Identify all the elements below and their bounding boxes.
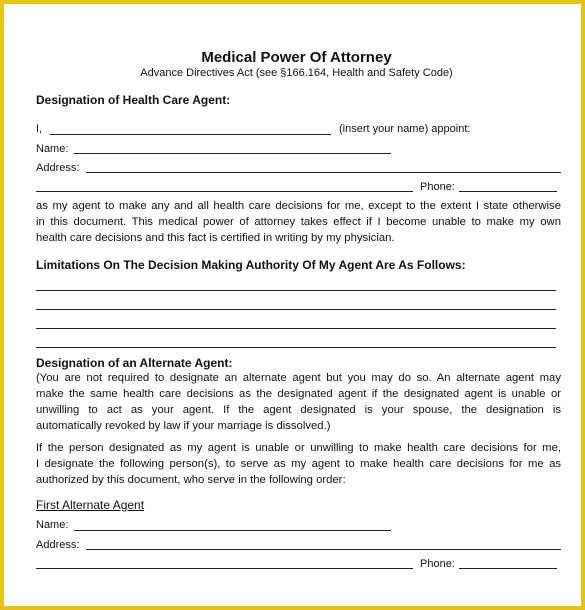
alternate-address-field-line2[interactable] (36, 568, 413, 569)
i-label: I, (36, 123, 43, 135)
insert-name-label: (insert your name) appoint: (339, 123, 471, 135)
paragraph-line: unwilling to act as your agent. If the agent designated is your spouse, the designation is (36, 404, 561, 416)
agent-paragraph (36, 198, 561, 246)
agent-address-label: Address: (36, 162, 80, 174)
section-heading-alternate: Designation of an Alternate Agent: (36, 356, 233, 370)
alternate-name-label: Name: (36, 519, 69, 531)
alternate-order-paragraph (36, 440, 561, 488)
limitations-field-line-1[interactable] (36, 290, 556, 291)
agent-address-field[interactable] (86, 172, 561, 173)
agent-address-field-line2[interactable] (36, 191, 413, 192)
document-title: Medical Power Of Attorney (201, 49, 392, 66)
limitations-field-line-3[interactable] (36, 328, 556, 329)
alternate-phone-field[interactable] (459, 568, 557, 569)
paragraph-line: health care decisions and this fact is certified in writing by my physician. (36, 232, 395, 244)
alternate-paragraph (36, 370, 561, 434)
paragraph-line: in this document. This medical power of attorney takes effect if I become unable to make my own (36, 216, 561, 228)
alternate-address-label: Address: (36, 539, 80, 551)
alternate-phone-label: Phone: (420, 558, 455, 570)
section-heading-agent: Designation of Health Care Agent: (36, 93, 231, 107)
paragraph-line: (You are not required to designate an alternate agent but you may do so. An alternate agent may (36, 372, 561, 384)
paragraph-line: authorized by this document, who serve in the following order: (36, 474, 346, 486)
alternate-address-field[interactable] (86, 549, 561, 550)
agent-phone-field[interactable] (459, 191, 557, 192)
paragraph-line: automatically revoked by law if your marriage is dissolved.) (36, 420, 331, 432)
paragraph-line: make the same health care decisions as the designated agent if the designated agent is unable or (36, 388, 561, 400)
agent-name-label: Name: (36, 143, 69, 155)
your-name-field[interactable] (50, 134, 331, 135)
paragraph-line: If the person designated as my agent is unable or unwilling to make health care decisions for me, (36, 442, 561, 454)
limitations-field-line-4[interactable] (36, 347, 556, 348)
alternate-name-field[interactable] (74, 530, 391, 531)
limitations-field-line-2[interactable] (36, 309, 556, 310)
agent-name-field[interactable] (74, 153, 391, 154)
first-alternate-heading: First Alternate Agent (36, 498, 145, 512)
agent-phone-label: Phone: (420, 181, 455, 193)
section-heading-limitations: Limitations On The Decision Making Authority Of My Agent Are As Follows: (36, 258, 466, 272)
paragraph-line: as my agent to make any and all health care decisions for me, except to the extent I state otherwise (36, 200, 561, 212)
document-subtitle: Advance Directives Act (see §166.164, Health and Safety Code) (140, 67, 453, 79)
paragraph-line: I designate the following person(s), to serve as my agent to make health care decisions for me as (36, 458, 561, 470)
